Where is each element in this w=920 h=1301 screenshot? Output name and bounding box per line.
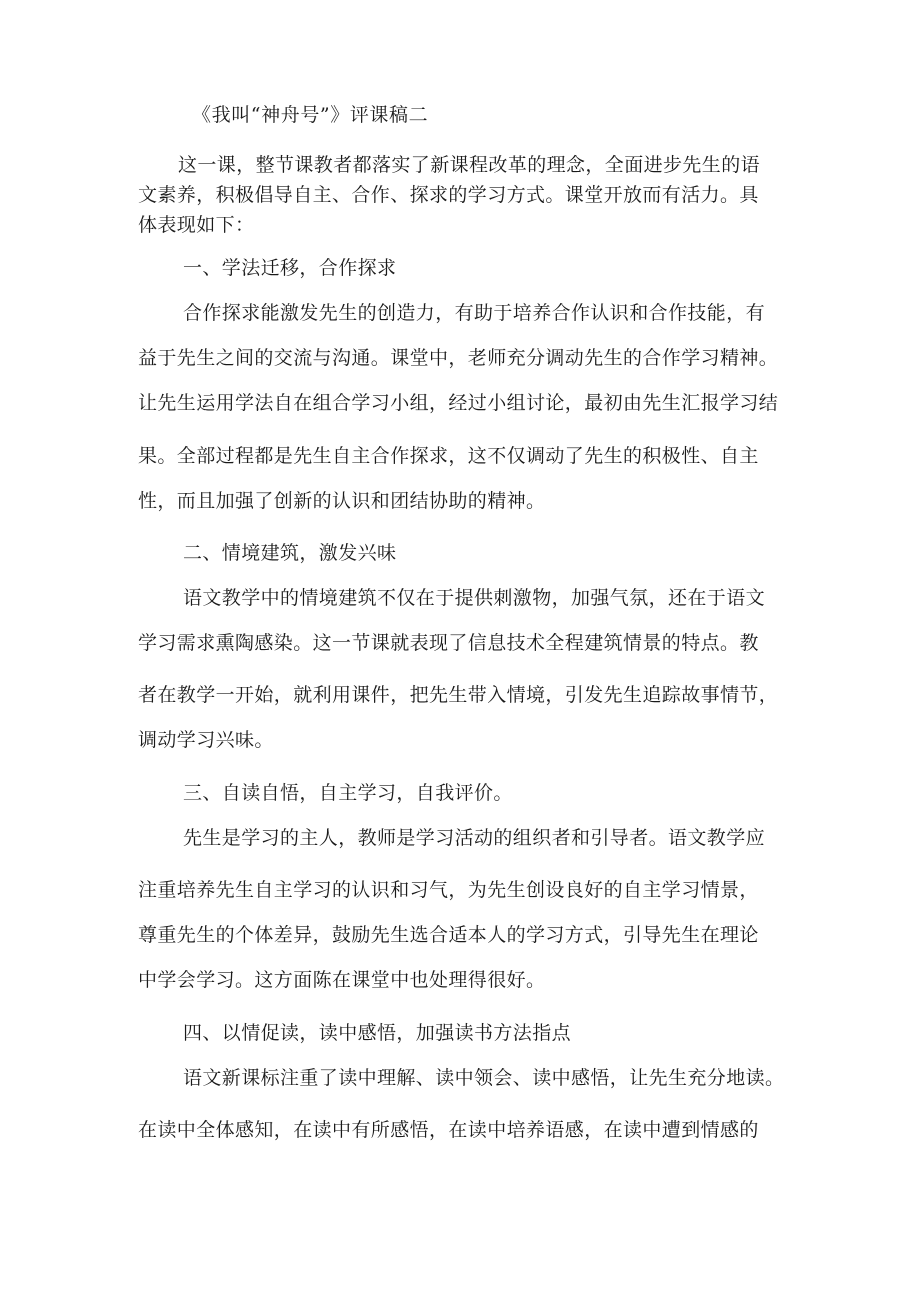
document-title: 《我叫“神舟号”》评课稿二 [192,104,429,126]
paragraph-line: 这一课，整节课教者都落实了新课程改革的理念，全面进步先生的语 [178,154,761,176]
paragraph-line: 合作探求能激发先生的创造力，有助于培养合作认识和合作技能，有 [183,302,766,324]
paragraph-line: 语文新课标注重了读中理解、读中领会、读中感悟，让先生充分地读。 [183,1067,785,1089]
section-heading: 一、学法迁移，合作探求 [183,257,397,279]
paragraph-line: 性，而且加强了创新的认识和团结协助的精神。 [138,490,546,512]
paragraph-line: 语文教学中的情境建筑不仅在于提供刺激物，加强气氛，还在于语文 [183,587,766,609]
paragraph-line: 益于先生之间的交流与沟通。课堂中，老师充分调动先生的合作学习精神。 [138,347,779,369]
paragraph-line: 中学会学习。这方面陈在课堂中也处理得很好。 [138,969,546,991]
paragraph-line: 注重培养先生自主学习的认识和习气，为先生创设良好的自主学习情景， [138,879,759,901]
section-heading: 二、情境建筑，激发兴味 [183,542,397,564]
paragraph-line: 文素养，积极倡导自主、合作、探求的学习方式。课堂开放而有活力。具 [138,184,759,206]
paragraph-line: 在读中全体感知，在读中有所感悟，在读中培养语感，在读中遭到情感的 [138,1119,759,1141]
paragraph-line: 先生是学习的主人，教师是学习活动的组织者和引导者。语文教学应 [183,827,766,849]
paragraph-line: 果。全部过程都是先生自主合作探求，这不仅调动了先生的积极性、自主 [138,445,759,467]
paragraph-line: 尊重先生的个体差异，鼓励先生选合适本人的学习方式，引导先生在理论 [138,924,759,946]
paragraph-line: 体表现如下： [138,214,255,236]
paragraph-line: 者在教学一开始，就利用课件，把先生带入情境，引发先生追踪故事情节， [138,684,779,706]
paragraph-line: 让先生运用学法自在组合学习小组，经过小组讨论，最初由先生汇报学习结 [138,392,779,414]
section-heading: 四、以情促读，读中感悟，加强读书方法指点 [183,1022,572,1044]
paragraph-line: 学习需求熏陶感染。这一节课就表现了信息技术全程建筑情景的特点。教 [138,632,759,654]
section-heading: 三、自读自悟，自主学习，自我评价。 [183,782,513,804]
paragraph-line: 调动学习兴味。 [138,729,274,751]
